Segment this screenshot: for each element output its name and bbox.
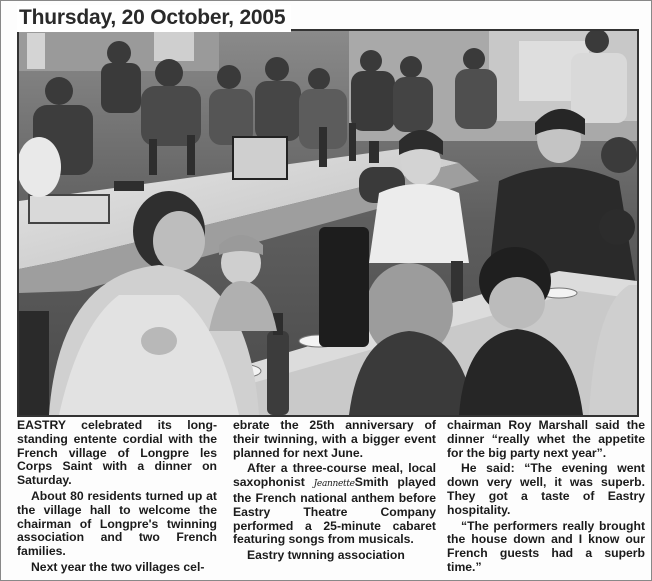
article-paragraph xyxy=(233,462,436,547)
article-column-1 xyxy=(17,419,217,577)
article-paragraph: About 80 residents turned up at the village hall to welcome the chairman of Longpre's twinning association and two French families. xyxy=(17,488,217,559)
photo-illustration xyxy=(19,31,637,415)
article-column-2 xyxy=(233,419,436,565)
article-paragraph: Next year the two villages cel- xyxy=(31,559,205,574)
article-paragraph: ebrate the 25th anniversary of their twinning, with a bigger event planned for next June. xyxy=(233,418,436,460)
handwritten-name: Jeannette xyxy=(313,479,355,490)
article-text: After a three-course meal, local saxophonist xyxy=(233,461,436,490)
dinner-party-photo xyxy=(17,29,639,417)
article-paragraph: “The performers really brought the house down and I know our French guests had a superb time.” xyxy=(447,518,645,574)
article-paragraph: EASTRY celebrated its long-standing entente cordial with the French village of Longpre les Corps Saint with a dinner on Saturday. xyxy=(17,418,217,488)
article-paragraph: Eastry twnning association xyxy=(247,548,405,563)
article-column-3 xyxy=(447,419,645,577)
article-paragraph: He said: “The evening went down very well, it was superb. They got a taste of Eastry hospitality. xyxy=(447,461,645,517)
article-text: Smith played the French national anthem before Eastry Theatre Company performed a 25-minute cabaret featuring songs from musicals. xyxy=(233,475,436,547)
article-paragraph: chairman Roy Marshall said the dinner “really whet the appetite for the big party next year”. xyxy=(447,418,645,460)
dateline: Thursday, 20 October, 2005 xyxy=(17,5,291,32)
article-body xyxy=(17,418,645,579)
